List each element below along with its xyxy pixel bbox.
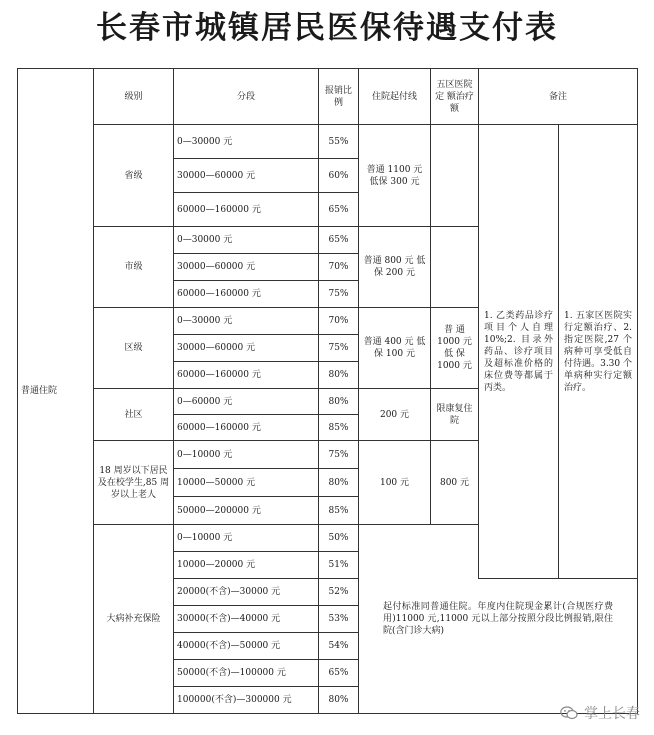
- ratio-cell: 52%: [319, 579, 359, 606]
- table-row: [18, 525, 638, 552]
- header-five-district: 五区医院定 额治疗额: [431, 69, 479, 125]
- ratio-cell: 85%: [319, 497, 359, 525]
- level-city: 市级: [94, 227, 174, 308]
- ratio-cell: 51%: [319, 552, 359, 579]
- segment-cell: 60000—160000 元: [174, 281, 319, 308]
- benefit-table: [17, 68, 638, 714]
- segment-cell: 0—10000 元: [174, 525, 319, 552]
- five-students: 800 元: [431, 441, 479, 525]
- threshold-community: 200 元: [359, 389, 431, 441]
- threshold-province: 普通 1100 元 低保 300 元: [359, 125, 431, 227]
- ratio-cell: 53%: [319, 606, 359, 633]
- header-segment: 分段: [174, 69, 319, 125]
- segment-cell: 50000(不含)—100000 元: [174, 660, 319, 687]
- five-province: [431, 125, 479, 227]
- segment-cell: 60000—160000 元: [174, 362, 319, 389]
- level-province: 省级: [94, 125, 174, 227]
- page-title: 长春市城镇居民医保待遇支付表: [96, 10, 558, 46]
- segment-cell: 0—30000 元: [174, 308, 319, 335]
- segment-cell: 10000—50000 元: [174, 469, 319, 497]
- segment-cell: 30000(不含)—40000 元: [174, 606, 319, 633]
- watermark-text: 掌上长春: [584, 706, 640, 722]
- segment-cell: 0—60000 元: [174, 389, 319, 415]
- header-remark: 备注: [479, 69, 638, 125]
- threshold-students: 100 元: [359, 441, 431, 525]
- segment-cell: 30000—60000 元: [174, 335, 319, 362]
- ratio-cell: 65%: [319, 227, 359, 254]
- five-community: 限康复住院: [431, 389, 479, 441]
- segment-cell: 10000—20000 元: [174, 552, 319, 579]
- remark-left: 1. 乙类药品诊疗项目个人自理 10%;2. 目录外药品、诊疗项目及超标准价格的床位费等都属于丙类。: [479, 125, 559, 579]
- ratio-cell: 80%: [319, 362, 359, 389]
- level-students: 18 周岁以下居民及在校学生,85 周岁以上老人: [94, 441, 174, 525]
- segment-cell: 60000—160000 元: [174, 193, 319, 227]
- segment-cell: 0—30000 元: [174, 125, 319, 159]
- segment-cell: 0—10000 元: [174, 441, 319, 469]
- segment-cell: 100000(不含)—300000 元: [174, 687, 319, 714]
- ratio-cell: 75%: [319, 441, 359, 469]
- ratio-cell: 75%: [319, 281, 359, 308]
- header-threshold: 住院起付线: [359, 69, 431, 125]
- wechat-icon: [560, 706, 578, 720]
- five-city: [431, 227, 479, 308]
- header-row: [18, 69, 638, 125]
- ratio-cell: 80%: [319, 389, 359, 415]
- ratio-cell: 54%: [319, 633, 359, 660]
- segment-cell: 30000—60000 元: [174, 159, 319, 193]
- ratio-cell: 60%: [319, 159, 359, 193]
- ratio-cell: 70%: [319, 308, 359, 335]
- category-cell: 普通住院: [18, 69, 94, 714]
- threshold-district: 普通 400 元 低保 100 元: [359, 308, 431, 389]
- ratio-cell: 50%: [319, 525, 359, 552]
- level-major: 大病补充保险: [94, 525, 174, 714]
- threshold-city: 普通 800 元 低保 200 元: [359, 227, 431, 308]
- header-level: 级别: [94, 69, 174, 125]
- segment-cell: 20000(不含)—30000 元: [174, 579, 319, 606]
- segment-cell: 60000—160000 元: [174, 415, 319, 441]
- watermark: [560, 703, 640, 723]
- ratio-cell: 80%: [319, 687, 359, 714]
- header-ratio: 报销比例: [319, 69, 359, 125]
- ratio-cell: 75%: [319, 335, 359, 362]
- ratio-cell: 70%: [319, 254, 359, 281]
- five-district: 普 通 1000 元 低 保 1000 元: [431, 308, 479, 389]
- level-community: 社区: [94, 389, 174, 441]
- segment-cell: 0—30000 元: [174, 227, 319, 254]
- segment-cell: 40000(不含)—50000 元: [174, 633, 319, 660]
- ratio-cell: 55%: [319, 125, 359, 159]
- major-note: 起付标准同普通住院。年度内住院现金累计(合规医疗费用)11000 元,11000 元以上部分按照分段比例报销,限住院(含门诊大病): [359, 525, 638, 714]
- segment-cell: 50000—200000 元: [174, 497, 319, 525]
- level-district: 区级: [94, 308, 174, 389]
- remark-right: 1. 五家区医院实行定额治疗、2. 指定医院,27 个病种可享受低自付待遇。3.30 个单病种实行定额治疗。: [559, 125, 638, 579]
- ratio-cell: 80%: [319, 469, 359, 497]
- ratio-cell: 85%: [319, 415, 359, 441]
- ratio-cell: 65%: [319, 660, 359, 687]
- segment-cell: 30000—60000 元: [174, 254, 319, 281]
- table-row: [18, 125, 638, 159]
- ratio-cell: 65%: [319, 193, 359, 227]
